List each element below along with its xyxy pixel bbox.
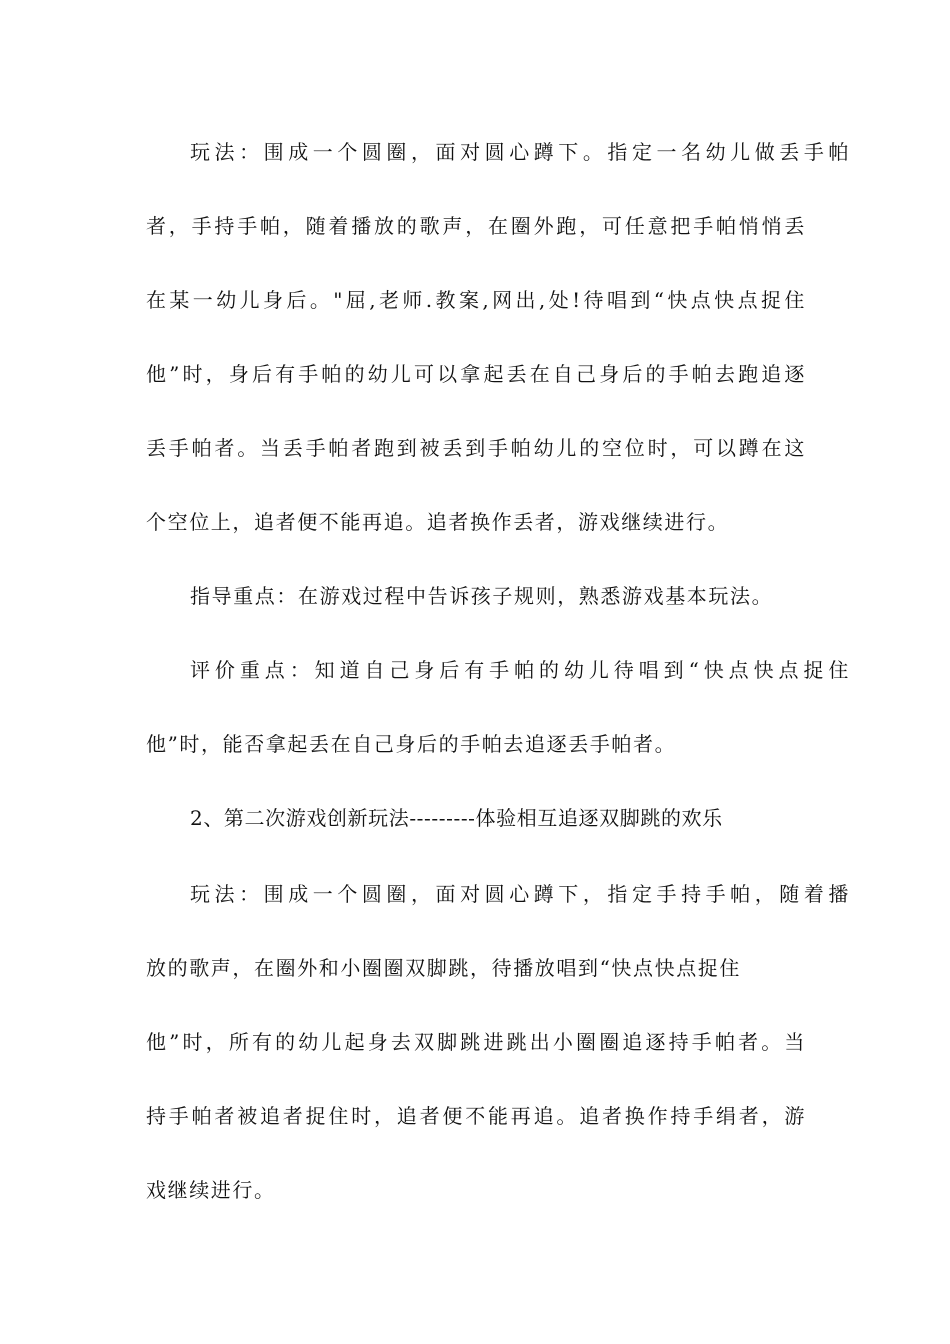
evaluation-focus-line-1: 评价重点：知道自己身后有手帕的幼儿待唱到“快点快点捉住: [190, 658, 850, 682]
paragraph-1-line-4: 他”时，身后有手帕的幼儿可以拿起丢在自己身后的手帕去跑追逐: [146, 362, 806, 386]
guidance-focus: 指导重点：在游戏过程中告诉孩子规则，熟悉游戏基本玩法。: [190, 584, 774, 608]
section-heading: 2、第二次游戏创新玩法---------体验相互追逐双脚跳的欢乐: [190, 806, 723, 830]
paragraph-1-line-1: 玩法：围成一个圆圈，面对圆心蹲下。指定一名幼儿做丢手帕: [190, 140, 850, 164]
paragraph-2-line-1: 玩法：围成一个圆圈，面对圆心蹲下，指定手持手帕，随着播: [190, 882, 850, 906]
paragraph-1-line-6: 个空位上，追者便不能再追。追者换作丢者，游戏继续进行。: [146, 510, 730, 534]
paragraph-1-line-3: 在某一幼儿身后。"屈,老师.教案,网出,处!待唱到“快点快点捉住: [146, 288, 806, 312]
paragraph-1-line-2: 者，手持手帕，随着播放的歌声，在圈外跑，可任意把手帕悄悄丢: [146, 214, 806, 238]
paragraph-2-line-4: 持手帕者被追者捉住时，追者便不能再追。追者换作持手绢者，游: [146, 1104, 806, 1128]
evaluation-focus-line-2: 他”时，能否拿起丢在自己身后的手帕去追逐丢手帕者。: [146, 732, 677, 756]
paragraph-2-line-2: 放的歌声，在圈外和小圈圈双脚跳，待播放唱到“快点快点捉住: [146, 956, 742, 980]
paragraph-1-line-5: 丢手帕者。当丢手帕者跑到被丢到手帕幼儿的空位时，可以蹲在这: [146, 436, 806, 460]
paragraph-2-line-5: 戏继续进行。: [146, 1178, 276, 1202]
paragraph-2-line-3: 他”时，所有的幼儿起身去双脚跳进跳出小圈圈追逐持手帕者。当: [146, 1030, 806, 1054]
